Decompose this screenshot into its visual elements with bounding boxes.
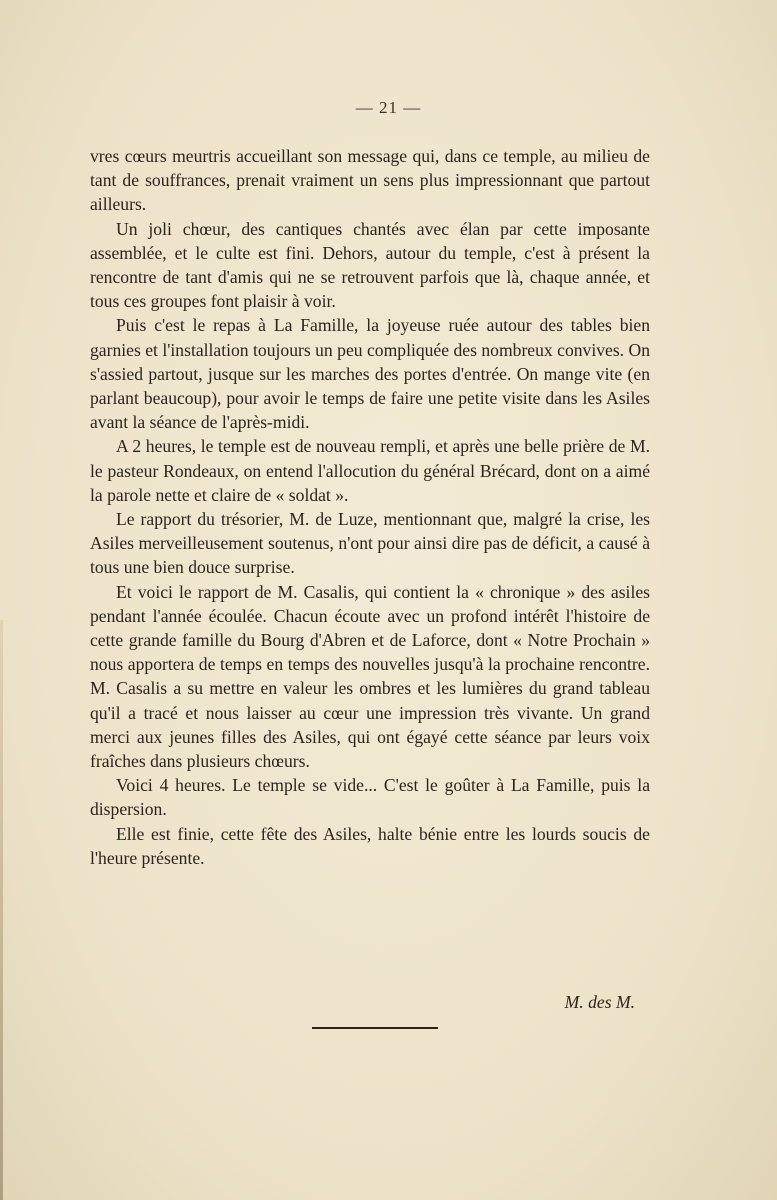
paragraph-1: vres cœurs meurtris accueillant son message qui, dans ce temple, au milieu de tant de souffrances, prenait vraiment un sens plus impressionnant que partout ailleurs. [90, 146, 650, 215]
author-signature: M. des M. [564, 992, 635, 1012]
paragraph-8: Elle est finie, cette fête des Asiles, halte bénie entre les lourds soucis de l'heure présente. [90, 823, 650, 868]
paragraph-5: Le rapport du trésorier, M. de Luze, mentionnant que, malgré la crise, les Asiles merveilleusement soutenus, n'ont pour ainsi dire pas de déficit, a causé à tous une bien douce surprise. [90, 509, 650, 578]
paragraph-7: Voici 4 heures. Le temple se vide... C'est le goûter à La Famille, puis la dispersion. [90, 775, 650, 820]
paragraph-4: A 2 heures, le temple est de nouveau rempli, et après une belle prière de M. le pasteur Rondeaux, on entend l'allocution du général Brécard, dont on a aimé la parole nette et claire de « soldat ». [90, 436, 650, 505]
page-edge-shadow [0, 620, 3, 1200]
paragraph-2: Un joli chœur, des cantiques chantés avec élan par cette imposante assemblée, et le culte est fini. Dehors, autour du temple, c'est à présent la rencontre de tant d'amis qui ne se retrouvent parfois que là, chaque année, et tous ces groupes font plaisir à voir. [90, 218, 650, 312]
paragraph-3: Puis c'est le repas à La Famille, la joyeuse ruée autour des tables bien garnies et l'installation toujours un peu compliquée des nombreux convives. On s'assied partout, jusque sur les marches des portes d'entrée. On mange vite (en parlant beaucoup), pour avoir le temps de faire une petite visite dans les Asiles avant la séance de l'après-midi. [90, 315, 650, 433]
page-number: — 21 — [355, 98, 422, 117]
article-body [90, 144, 650, 870]
paragraph-6: Et voici le rapport de M. Casalis, qui contient la « chronique » des asiles pendant l'année écoulée. Chacun écoute avec un profond intérêt l'histoire de cette grande famille du Bourg d'Abren et de Laforce, dont « Notre Prochain » nous apportera de temps en temps des nouvelles jusqu'à la prochaine rencontre. M. Casalis a su mettre en valeur les ombres et les lumières du grand tableau qu'il a tracé et nous laisser au cœur une impression très vivante. Un grand merci aux jeunes filles des Asiles, qui ont égayé cette séance par leurs voix fraîches dans plusieurs chœurs. [90, 581, 650, 772]
end-rule-divider [312, 1027, 438, 1029]
